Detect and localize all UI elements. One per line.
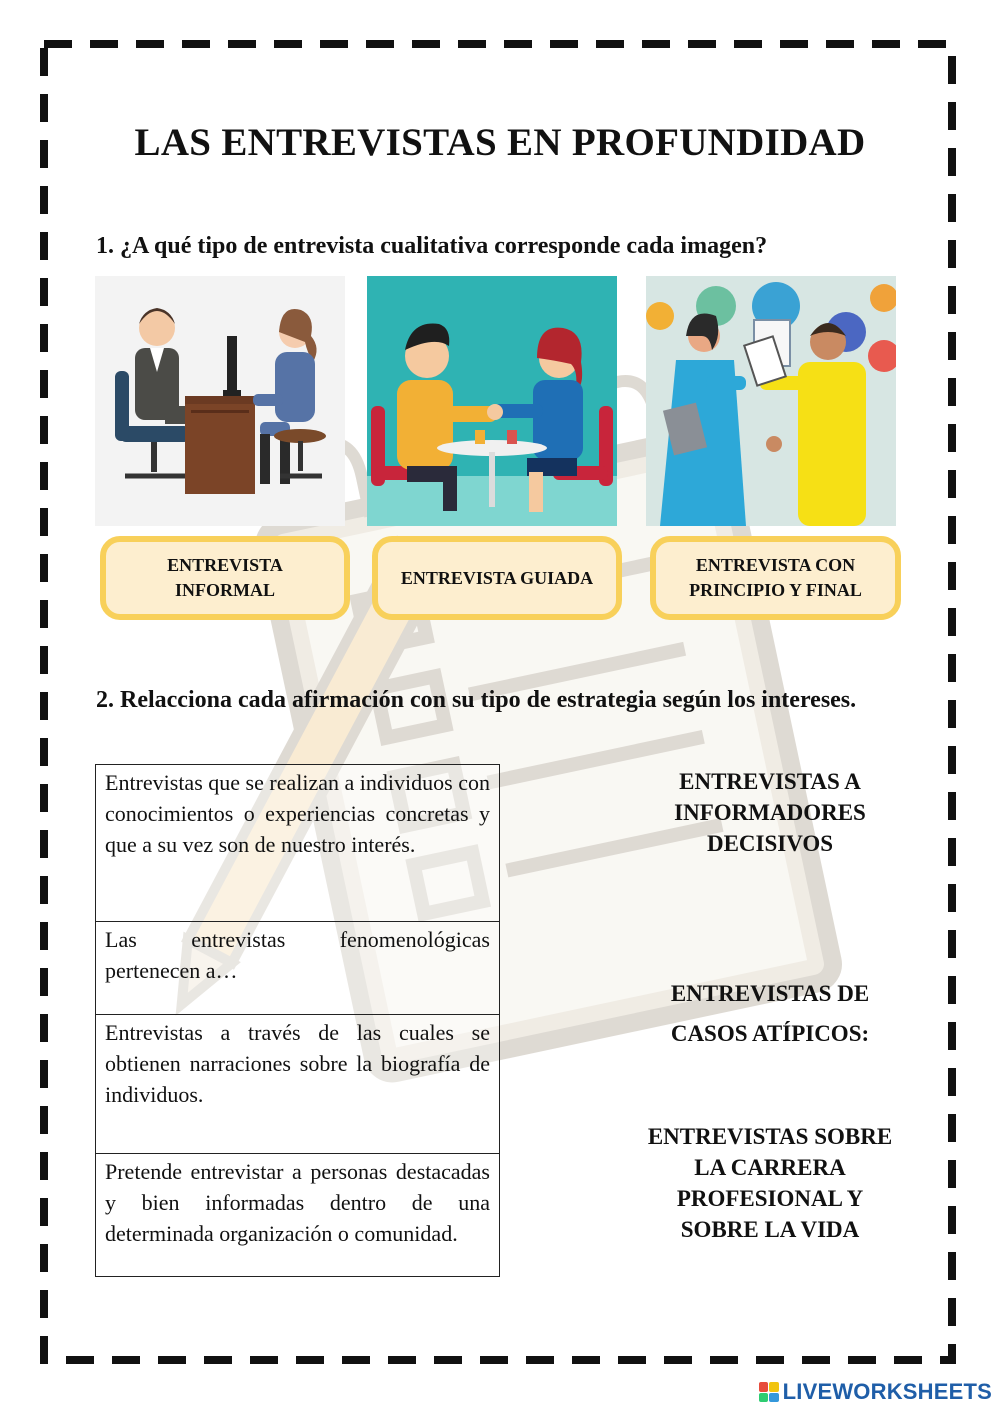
question-2: 2. Relacciona cada afirmación con su tipo de estrategia según los intereses. [96, 687, 857, 713]
image-3-label: ENTREVISTA CON PRINCIPIO Y FINAL [689, 555, 862, 600]
liveworksheets-logo-icon [759, 1382, 779, 1402]
statement-4[interactable]: Pretende entrevistar a personas destacadas y bien informadas dentro de una determinada organización o comunidad. [96, 1154, 500, 1277]
liveworksheets-logo [759, 1379, 992, 1405]
category-informadores-decisivos[interactable]: ENTREVISTAS A INFORMADORES DECISIVOS [674, 769, 866, 856]
category-casos-atipicos[interactable]: ENTREVISTAS DE CASOS ATÍPICOS: [670, 981, 870, 1046]
table-row [96, 1154, 500, 1277]
page-title: LAS ENTREVISTAS EN PROFUNDIDAD [134, 121, 866, 164]
image-2-label-box[interactable] [372, 536, 622, 620]
table-row [96, 765, 500, 922]
category-carrera-profesional[interactable]: ENTREVISTAS SOBRE LA CARRERA PROFESIONAL Y SOBRE LA VIDA [647, 1124, 893, 1242]
image-1-label-box[interactable] [100, 536, 350, 620]
statement-2[interactable]: Las entrevistas fenomenológicas pertenecen a… [96, 922, 500, 1015]
table-row [96, 922, 500, 1015]
brand-name: LIVEWORKSHEETS [782, 1379, 992, 1404]
question-1: 1. ¿A qué tipo de entrevista cualitativa corresponde cada imagen? [96, 233, 768, 259]
image-1-label: ENTREVISTA INFORMAL [167, 555, 283, 600]
image-3-label-box[interactable] [650, 536, 901, 620]
statement-3[interactable]: Entrevistas a través de las cuales se obtienen narraciones sobre la biografía de individuos. [96, 1015, 500, 1154]
table-row [96, 1015, 500, 1154]
statement-1[interactable]: Entrevistas que se realizan a individuos con conocimientos o experiencias concretas y que a su vez son de nuestro interés. [96, 765, 500, 922]
handshake-interview-illustration [367, 276, 617, 526]
office-interview-illustration [95, 276, 345, 526]
statements-table [95, 764, 500, 1277]
image-2-label: ENTREVISTA GUIADA [400, 567, 594, 588]
consultation-interview-illustration [646, 276, 896, 526]
